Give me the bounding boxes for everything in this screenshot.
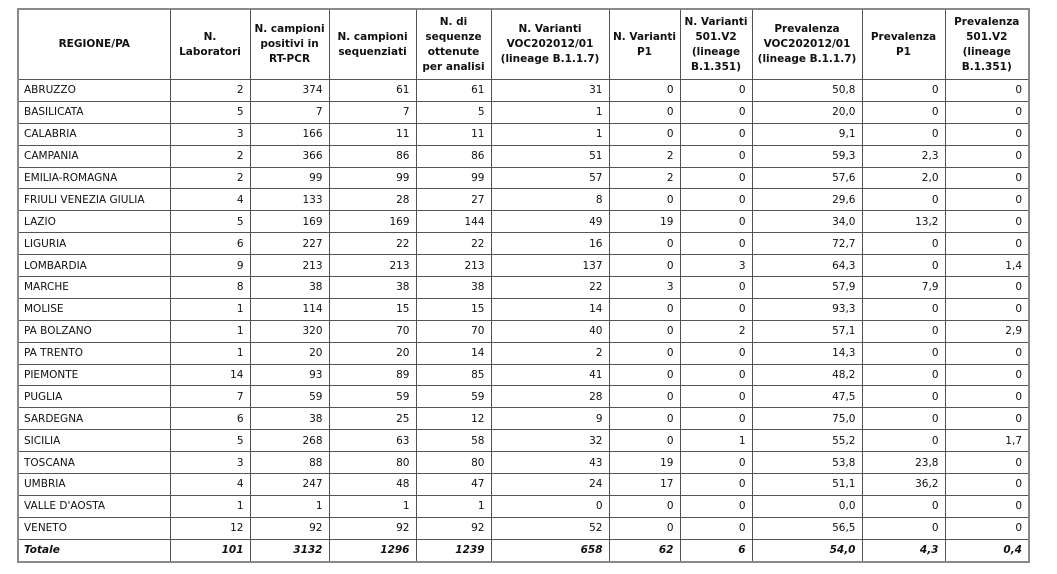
value-cell: 0 [680,474,752,496]
value-cell: 0 [680,298,752,320]
value-cell: 22 [416,233,491,255]
region-cell: LIGURIA [18,233,170,255]
value-cell: 1,7 [945,430,1029,452]
value-cell: 0 [862,386,945,408]
column-header: N. campioni sequenziati [329,9,416,80]
table-row [18,80,1029,102]
value-cell: 22 [329,233,416,255]
value-cell: 0 [862,298,945,320]
value-cell: 49 [491,211,609,233]
value-cell: 5 [170,211,250,233]
table-row [18,167,1029,189]
table-row [18,495,1029,517]
value-cell: 0 [945,123,1029,145]
value-cell: 0 [609,189,680,211]
value-cell: 0 [491,495,609,517]
value-cell: 0 [945,517,1029,539]
value-cell: 12 [170,517,250,539]
value-cell: 80 [329,452,416,474]
table-row [18,277,1029,299]
value-cell: 0 [680,101,752,123]
region-cell: VALLE D'AOSTA [18,495,170,517]
value-cell: 75,0 [752,408,862,430]
value-cell: 9,1 [752,123,862,145]
value-cell: 0 [680,342,752,364]
table-row [18,430,1029,452]
value-cell: 2 [170,167,250,189]
value-cell: 1 [491,101,609,123]
value-cell: 59 [416,386,491,408]
value-cell: 0 [680,452,752,474]
region-cell: MARCHE [18,277,170,299]
value-cell: 93 [250,364,329,386]
value-cell: 6 [680,539,752,561]
column-header: N. campioni positivi in RT-PCR [250,9,329,80]
value-cell: 320 [250,320,329,342]
table-row [18,101,1029,123]
value-cell: 2,9 [945,320,1029,342]
value-cell: 85 [416,364,491,386]
value-cell: 15 [416,298,491,320]
value-cell: 92 [416,517,491,539]
region-cell: ABRUZZO [18,80,170,102]
value-cell: 3 [170,123,250,145]
value-cell: 3 [170,452,250,474]
column-header: Prevalenza P1 [862,9,945,80]
value-cell: 99 [329,167,416,189]
value-cell: 92 [329,517,416,539]
value-cell: 13,2 [862,211,945,233]
value-cell: 0 [945,211,1029,233]
header-row [18,9,1029,80]
value-cell: 144 [416,211,491,233]
value-cell: 34,0 [752,211,862,233]
value-cell: 374 [250,80,329,102]
value-cell: 1 [170,298,250,320]
value-cell: 0 [945,233,1029,255]
value-cell: 55,2 [752,430,862,452]
value-cell: 101 [170,539,250,561]
table-row [18,189,1029,211]
value-cell: 25 [329,408,416,430]
value-cell: 88 [250,452,329,474]
value-cell: 2,0 [862,167,945,189]
value-cell: 36,2 [862,474,945,496]
value-cell: 99 [250,167,329,189]
value-cell: 89 [329,364,416,386]
value-cell: 92 [250,517,329,539]
value-cell: 137 [491,255,609,277]
value-cell: 1 [416,495,491,517]
value-cell: 31 [491,80,609,102]
table-row [18,386,1029,408]
value-cell: 20,0 [752,101,862,123]
region-cell: TOSCANA [18,452,170,474]
value-cell: 1239 [416,539,491,561]
value-cell: 50,8 [752,80,862,102]
value-cell: 70 [416,320,491,342]
value-cell: 0 [609,408,680,430]
value-cell: 56,5 [752,517,862,539]
value-cell: 169 [250,211,329,233]
value-cell: 4 [170,189,250,211]
value-cell: 1 [170,342,250,364]
value-cell: 0 [945,452,1029,474]
table-row [18,364,1029,386]
value-cell: 2,3 [862,145,945,167]
value-cell: 0 [680,189,752,211]
value-cell: 6 [170,233,250,255]
value-cell: 62 [609,539,680,561]
value-cell: 29,6 [752,189,862,211]
value-cell: 0 [609,364,680,386]
value-cell: 0,0 [752,495,862,517]
value-cell: 0 [609,342,680,364]
value-cell: 72,7 [752,233,862,255]
value-cell: 8 [170,277,250,299]
column-header: REGIONE/PA [18,9,170,80]
value-cell: 247 [250,474,329,496]
value-cell: 0 [609,320,680,342]
value-cell: 1 [329,495,416,517]
value-cell: 52 [491,517,609,539]
value-cell: 99 [416,167,491,189]
value-cell: 43 [491,452,609,474]
value-cell: 61 [416,80,491,102]
value-cell: 3132 [250,539,329,561]
column-header: N. Varianti P1 [609,9,680,80]
value-cell: 0 [609,80,680,102]
value-cell: 0 [609,495,680,517]
value-cell: 86 [416,145,491,167]
value-cell: 0 [680,211,752,233]
value-cell: 3 [609,277,680,299]
column-header: Prevalenza 501.V2 (lineage B.1.351) [945,9,1029,80]
table-row [18,342,1029,364]
region-cell: LOMBARDIA [18,255,170,277]
value-cell: 23,8 [862,452,945,474]
region-cell: SICILIA [18,430,170,452]
value-cell: 14 [170,364,250,386]
column-header: N. Laboratori [170,9,250,80]
region-cell: MOLISE [18,298,170,320]
table-row [18,320,1029,342]
value-cell: 0 [862,255,945,277]
region-cell: PA TRENTO [18,342,170,364]
value-cell: 169 [329,211,416,233]
value-cell: 0 [609,255,680,277]
value-cell: 0 [945,474,1029,496]
value-cell: 38 [416,277,491,299]
region-cell: SARDEGNA [18,408,170,430]
value-cell: 80 [416,452,491,474]
value-cell: 0,4 [945,539,1029,561]
value-cell: 0 [862,342,945,364]
value-cell: 2 [609,167,680,189]
value-cell: 19 [609,452,680,474]
value-cell: 0 [862,189,945,211]
value-cell: 1 [170,495,250,517]
value-cell: 0 [945,189,1029,211]
value-cell: 2 [680,320,752,342]
value-cell: 227 [250,233,329,255]
value-cell: 0 [680,233,752,255]
value-cell: 7 [250,101,329,123]
value-cell: 27 [416,189,491,211]
column-header: N. Varianti VOC202012/01 (lineage B.1.1.7) [491,9,609,80]
value-cell: 59 [329,386,416,408]
value-cell: 1 [170,320,250,342]
value-cell: 9 [491,408,609,430]
total-row [18,539,1029,561]
value-cell: 5 [170,101,250,123]
value-cell: 1 [680,430,752,452]
value-cell: 0 [945,298,1029,320]
value-cell: 19 [609,211,680,233]
table-row [18,145,1029,167]
value-cell: 0 [862,123,945,145]
region-cell: LAZIO [18,211,170,233]
value-cell: 213 [250,255,329,277]
table-row [18,123,1029,145]
value-cell: 11 [329,123,416,145]
value-cell: 0 [680,277,752,299]
value-cell: 0 [680,386,752,408]
value-cell: 5 [416,101,491,123]
value-cell: 366 [250,145,329,167]
value-cell: 12 [416,408,491,430]
value-cell: 0 [862,101,945,123]
value-cell: 38 [250,277,329,299]
value-cell: 0 [680,80,752,102]
region-cell: Totale [18,539,170,561]
value-cell: 59,3 [752,145,862,167]
value-cell: 0 [862,80,945,102]
column-header: N. di sequenze ottenute per analisi [416,9,491,80]
value-cell: 0 [945,342,1029,364]
value-cell: 51,1 [752,474,862,496]
value-cell: 7 [170,386,250,408]
table-row [18,517,1029,539]
value-cell: 20 [250,342,329,364]
value-cell: 658 [491,539,609,561]
value-cell: 57,1 [752,320,862,342]
value-cell: 2 [170,145,250,167]
column-header: Prevalenza VOC202012/01 (lineage B.1.1.7) [752,9,862,80]
table-row [18,233,1029,255]
value-cell: 38 [250,408,329,430]
region-cell: CAMPANIA [18,145,170,167]
value-cell: 0 [862,495,945,517]
value-cell: 32 [491,430,609,452]
value-cell: 1296 [329,539,416,561]
value-cell: 0 [862,430,945,452]
region-cell: PA BOLZANO [18,320,170,342]
value-cell: 0 [945,364,1029,386]
value-cell: 57 [491,167,609,189]
value-cell: 0 [945,408,1029,430]
value-cell: 58 [416,430,491,452]
value-cell: 15 [329,298,416,320]
value-cell: 93,3 [752,298,862,320]
region-cell: PIEMONTE [18,364,170,386]
value-cell: 1,4 [945,255,1029,277]
value-cell: 0 [680,364,752,386]
value-cell: 9 [170,255,250,277]
value-cell: 14 [491,298,609,320]
value-cell: 0 [862,320,945,342]
value-cell: 14 [416,342,491,364]
table-row [18,452,1029,474]
value-cell: 213 [416,255,491,277]
value-cell: 0 [609,430,680,452]
value-cell: 0 [609,298,680,320]
value-cell: 22 [491,277,609,299]
value-cell: 0 [680,123,752,145]
region-cell: CALABRIA [18,123,170,145]
value-cell: 3 [680,255,752,277]
value-cell: 213 [329,255,416,277]
value-cell: 57,9 [752,277,862,299]
value-cell: 1 [491,123,609,145]
value-cell: 0 [609,386,680,408]
value-cell: 53,8 [752,452,862,474]
value-cell: 14,3 [752,342,862,364]
value-cell: 5 [170,430,250,452]
value-cell: 4,3 [862,539,945,561]
value-cell: 0 [609,123,680,145]
value-cell: 0 [680,145,752,167]
table-row [18,474,1029,496]
value-cell: 16 [491,233,609,255]
value-cell: 0 [945,495,1029,517]
value-cell: 0 [680,517,752,539]
value-cell: 47,5 [752,386,862,408]
value-cell: 59 [250,386,329,408]
region-cell: EMILIA-ROMAGNA [18,167,170,189]
value-cell: 8 [491,189,609,211]
variants-table [17,8,1030,563]
value-cell: 7 [329,101,416,123]
value-cell: 51 [491,145,609,167]
value-cell: 64,3 [752,255,862,277]
value-cell: 48 [329,474,416,496]
value-cell: 0 [945,277,1029,299]
value-cell: 0 [945,167,1029,189]
value-cell: 0 [862,233,945,255]
value-cell: 0 [945,145,1029,167]
value-cell: 114 [250,298,329,320]
value-cell: 38 [329,277,416,299]
value-cell: 0 [945,80,1029,102]
column-header: N. Varianti 501.V2 (lineage B.1.351) [680,9,752,80]
region-cell: BASILICATA [18,101,170,123]
table-row [18,211,1029,233]
region-cell: FRIULI VENEZIA GIULIA [18,189,170,211]
value-cell: 0 [862,517,945,539]
value-cell: 24 [491,474,609,496]
value-cell: 6 [170,408,250,430]
value-cell: 7,9 [862,277,945,299]
value-cell: 268 [250,430,329,452]
value-cell: 0 [862,364,945,386]
region-cell: PUGLIA [18,386,170,408]
value-cell: 70 [329,320,416,342]
table-row [18,298,1029,320]
value-cell: 2 [609,145,680,167]
value-cell: 2 [491,342,609,364]
value-cell: 28 [329,189,416,211]
value-cell: 4 [170,474,250,496]
value-cell: 61 [329,80,416,102]
value-cell: 47 [416,474,491,496]
table-row [18,408,1029,430]
value-cell: 86 [329,145,416,167]
value-cell: 40 [491,320,609,342]
value-cell: 0 [680,167,752,189]
value-cell: 11 [416,123,491,145]
value-cell: 20 [329,342,416,364]
value-cell: 166 [250,123,329,145]
region-cell: VENETO [18,517,170,539]
value-cell: 63 [329,430,416,452]
value-cell: 57,6 [752,167,862,189]
value-cell: 54,0 [752,539,862,561]
value-cell: 48,2 [752,364,862,386]
value-cell: 0 [680,495,752,517]
table-row [18,255,1029,277]
value-cell: 0 [609,233,680,255]
value-cell: 0 [945,386,1029,408]
region-cell: UMBRIA [18,474,170,496]
value-cell: 17 [609,474,680,496]
value-cell: 0 [945,101,1029,123]
value-cell: 28 [491,386,609,408]
value-cell: 0 [680,408,752,430]
value-cell: 1 [250,495,329,517]
value-cell: 0 [862,408,945,430]
value-cell: 2 [170,80,250,102]
value-cell: 0 [609,517,680,539]
value-cell: 41 [491,364,609,386]
value-cell: 133 [250,189,329,211]
value-cell: 0 [609,101,680,123]
